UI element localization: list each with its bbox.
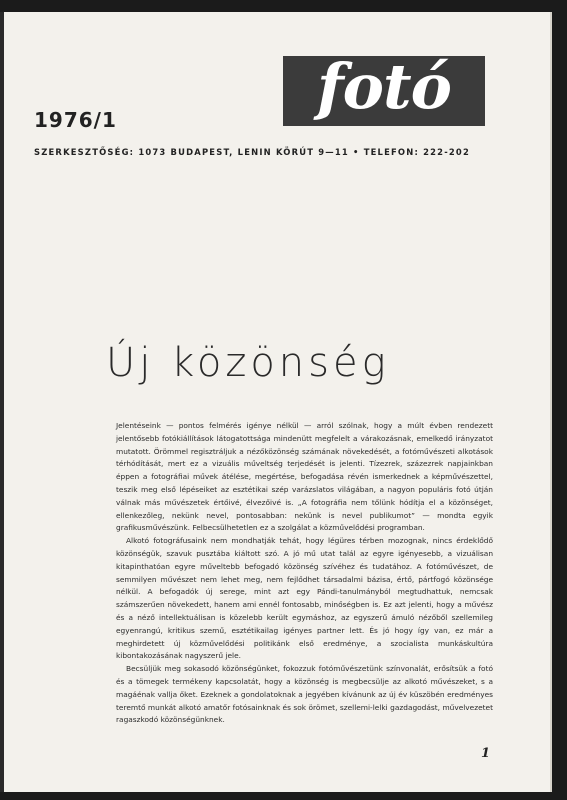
paragraph-1: Jelentéseink — pontos felmérés igénye nélkül — arról szólnak, hogy a múlt évben rendezett jelentősebb fotókiállítások látogatottsága mindenütt megfelelt a várakozásnak, emelkedő irányzatot mutatott. Örömmel regisztráljuk a nézőközönség számának növekedését, a fotóművészeti alkotások térhódítását, mert ez a vizuális műveltség terjedését is jelenti. Tízezrek, százezrek napjainkban éppen a fotográfiai művek átélése, megértése, befogadása révén ismerkednek a képművészettel, teszik meg első lépéseiket az esztétikai szép varázslatos világában, a nagyon populáris fotó útján válnak más művészetek értőivé, élvezőivé is. „A fotográfia nem tőlünk hódítja el a közönséget, ellenkezőleg, nekünk nevel, pontosabban: nekünk is nevel publikumot” — mondta egyik grafikusművészünk. Felbecsülhetetlen ez a szolgálat a közművelődési programban. (116, 421, 493, 533)
logo-wordmark: fotó (316, 50, 452, 123)
foto-logo (283, 50, 485, 126)
paragraph-2: Alkotó fotográfusaink nem mondhatják tehát, hogy légüres térben mozognak, nincs érdeklődő közönségük, szavuk pusztába kiáltott szó. A jó mű utat talál az egyre igényesebb, a vizuálisan kitapinthatóan egyre műveltebb befogadó közönség szívéhez és tudatához. A fotóművészet, de semmilyen művészet nem lehet meg, nem fejlődhet társadalmi bázisa, értő, pártfogó közönsége nélkül. A befogadók új serege, mint azt egy Pándi-tanulmányból megtudhattuk, nemcsak számszerűen növekedett, hanem ami ennél fontosabb, minőségben is. Ez azt jelenti, hogy a művész és a néző intellektuálisan is közelebb került egymáshoz, az egyszerű ámuló nézőből szellemileg egyenrangú, kritikus szemű, esztétikailag igényes partner lett. És jó hogy így van, ez már a meghirdetett új közművelődési politikánk első eredménye, a szocialista munkáskultúra kibontakozásának nagyszerű jele. (116, 536, 493, 661)
article-body (116, 420, 493, 727)
page-binding-edge (0, 12, 4, 792)
paragraph-3: Becsüljük meg sokasodó közönségünket, fokozzuk fotóművészetünk színvonalát, erősítsük a fotó és a tömegek termékeny kapcsolatát, hogy a közönség is megbecsülje az alkotó művészeket, s a magáénak vallja őket. Ezeknek a gondolatoknak a jegyében kívánunk az új év küszöbén eredményes teremtő munkát alkotó amatőr fotósainknak és sok örömet, szellemi-lelki gazdagodást, művelvezetet ragaszkodó közönségünknek. (116, 664, 493, 725)
issue-number: 1976/1 (34, 108, 117, 132)
article-title: Új közönség (106, 340, 390, 386)
editorial-address: SZERKESZTŐSÉG: 1073 BUDAPEST, LENIN KÖRÚT 9—11 • TELEFON: 222-202 (34, 147, 470, 157)
page-number: 1 (481, 746, 491, 761)
